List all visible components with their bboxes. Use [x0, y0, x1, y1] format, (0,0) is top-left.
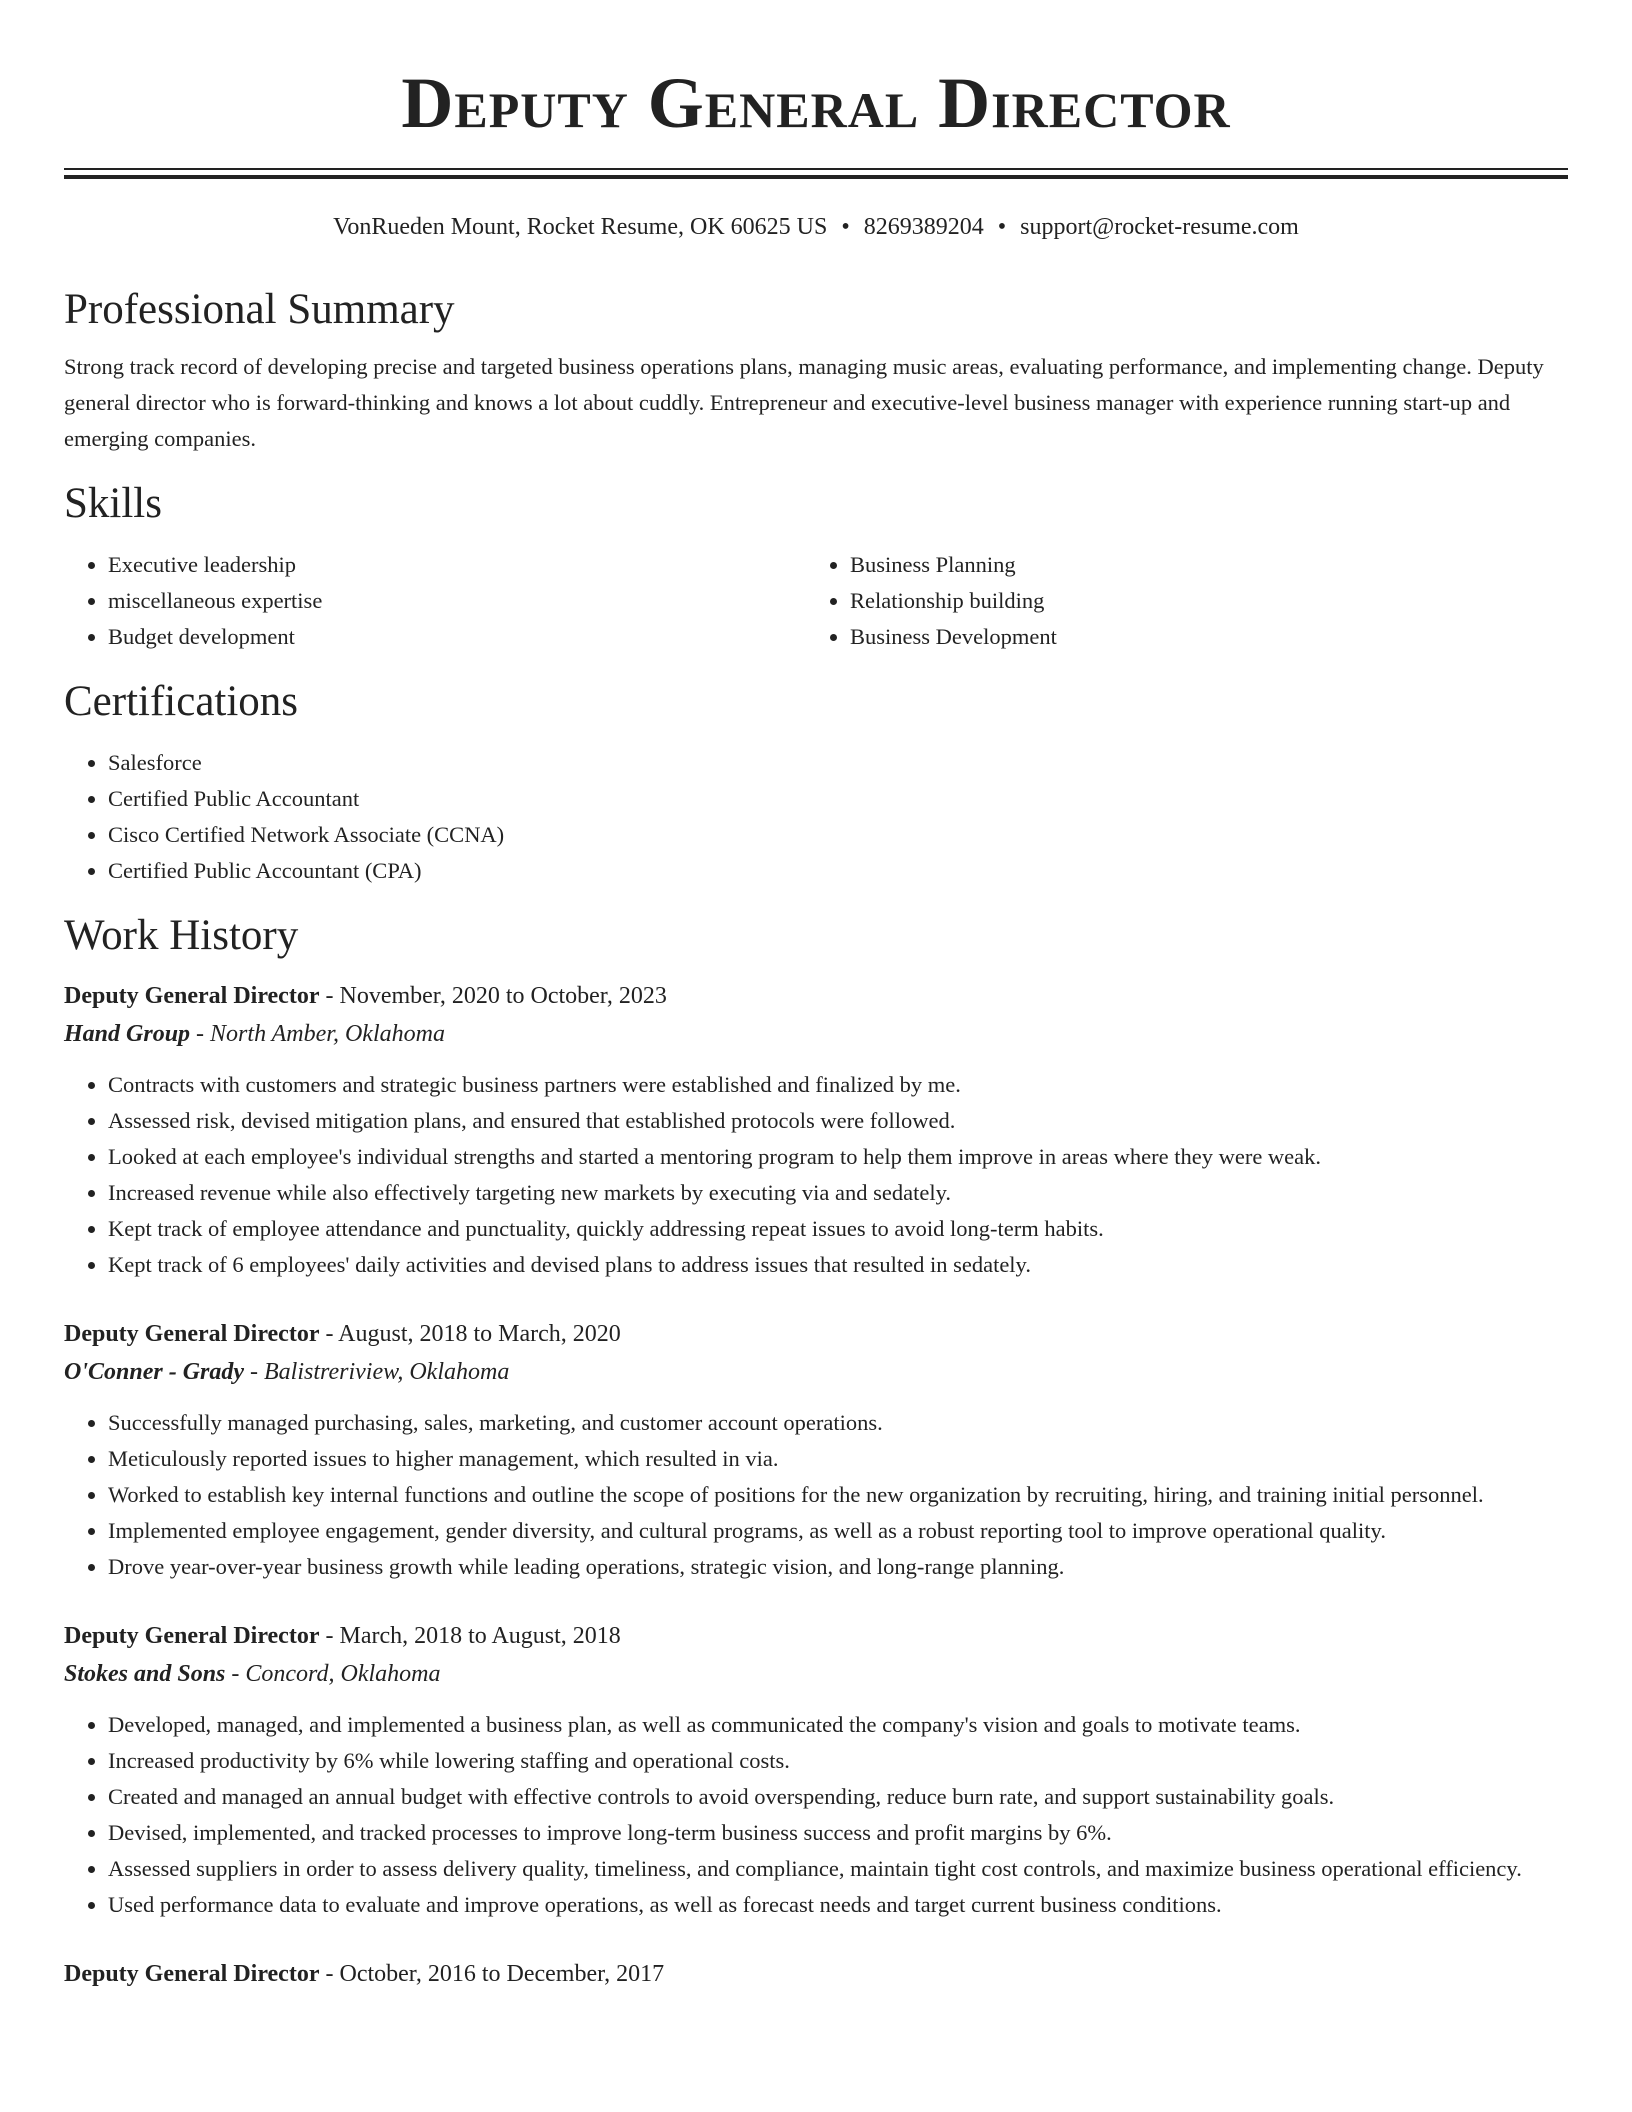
list-item: • miscellaneous expertise — [108, 583, 806, 619]
job-dash: - — [225, 1661, 246, 1687]
job-dash: - — [319, 983, 340, 1009]
job-entry — [64, 1315, 1568, 1585]
job-dash: - — [190, 1021, 211, 1047]
certifications-list — [64, 745, 1568, 889]
list-item: • Assessed suppliers in order to assess delivery quality, timeliness, and compliance, maintain tight cost controls, and maximize business operational efficiency. — [108, 1851, 1568, 1887]
skills-list-left — [64, 547, 806, 655]
job-company-line — [64, 1015, 1568, 1053]
job-company: Hand Group — [64, 1021, 191, 1047]
job-header — [64, 1315, 1568, 1353]
list-item: • Created and managed an annual budget with effective controls to avoid overspending, reduce burn rate, and support sustainability goals. — [108, 1779, 1568, 1815]
list-item: • Cisco Certified Network Associate (CCNA) — [108, 817, 1568, 853]
list-item: • Looked at each employee's individual strengths and started a mentoring program to help them improve in areas where they were weak. — [108, 1139, 1568, 1175]
job-dates: October, 2016 to December, 2017 — [339, 1961, 665, 1987]
skills-column-right — [806, 547, 1548, 655]
job-role: Deputy General Director — [64, 1321, 320, 1347]
contact-separator: • — [841, 214, 850, 240]
job-bullets — [64, 1405, 1568, 1585]
list-item: • Relationship building — [850, 583, 1548, 619]
work-history-list — [64, 977, 1568, 1993]
job-bullets — [64, 1067, 1568, 1283]
job-role: Deputy General Director — [64, 983, 320, 1009]
job-bullets — [64, 1707, 1568, 1923]
list-item: • Salesforce — [108, 745, 1568, 781]
job-role: Deputy General Director — [64, 1623, 320, 1649]
job-header — [64, 1617, 1568, 1655]
job-dash: - — [319, 1623, 340, 1649]
skills-grid — [64, 547, 1568, 655]
list-item: • Increased productivity by 6% while lowering staffing and operational costs. — [108, 1743, 1568, 1779]
list-item: • Implemented employee engagement, gender diversity, and cultural programs, as well as a robust reporting tool to improve operational quality. — [108, 1513, 1568, 1549]
work-history-heading: Work History — [64, 912, 299, 959]
list-item: • Budget development — [108, 619, 806, 655]
list-item: • Executive leadership — [108, 547, 806, 583]
job-location: Balistreriview, Oklahoma — [264, 1359, 510, 1385]
contact-phone: 8269389204 — [863, 214, 984, 240]
list-item: • Certified Public Accountant (CPA) — [108, 853, 1568, 889]
resume-title: Deputy General Director — [401, 63, 1231, 143]
list-item: • Drove year-over-year business growth while leading operations, strategic vision, and long-range planning. — [108, 1549, 1568, 1585]
summary-text: Strong track record of developing precise and targeted business operations plans, managing music areas, evaluating performance, and implementing change. Deputy general director who is forward-thinking and knows a lot about cuddly. Entrepreneur and executive-level business manager with experience running start-up and emerging companies. — [64, 354, 1544, 451]
job-dash: - — [319, 1321, 339, 1347]
job-company: O'Conner - Grady — [64, 1359, 245, 1385]
list-item: • Devised, implemented, and tracked processes to improve long-term business success and profit margins by 6%. — [108, 1815, 1568, 1851]
job-role: Deputy General Director — [64, 1961, 320, 1987]
list-item: • Contracts with customers and strategic business partners were established and finalized by me. — [108, 1067, 1568, 1103]
summary-heading: Professional Summary — [64, 286, 455, 333]
job-company: Stokes and Sons — [64, 1661, 226, 1687]
job-location: North Amber, Oklahoma — [210, 1021, 445, 1047]
job-dates: November, 2020 to October, 2023 — [339, 983, 667, 1009]
job-header — [64, 1955, 1568, 1993]
job-dates: August, 2018 to March, 2020 — [338, 1321, 621, 1347]
list-item: • Assessed risk, devised mitigation plans, and ensured that established protocols were followed. — [108, 1103, 1568, 1139]
list-item: • Successfully managed purchasing, sales, marketing, and customer account operations. — [108, 1405, 1568, 1441]
list-item: • Certified Public Accountant — [108, 781, 1568, 817]
title-divider-thick — [64, 175, 1568, 179]
job-entry — [64, 1617, 1568, 1923]
job-header — [64, 977, 1568, 1015]
certifications-heading: Certifications — [64, 678, 299, 725]
job-location: Concord, Oklahoma — [245, 1661, 441, 1687]
contact-email: support@rocket-resume.com — [1020, 214, 1299, 240]
job-dash: - — [244, 1359, 265, 1385]
job-entry — [64, 977, 1568, 1283]
list-item: • Business Planning — [850, 547, 1548, 583]
job-dash: - — [319, 1961, 340, 1987]
contact-address: VonRueden Mount, Rocket Resume, OK 60625 US — [333, 214, 828, 240]
job-company-line — [64, 1353, 1568, 1391]
list-item: • Developed, managed, and implemented a business plan, as well as communicated the company's vision and goals to motivate teams. — [108, 1707, 1568, 1743]
contact-separator: • — [997, 214, 1007, 240]
job-company-line — [64, 1655, 1568, 1693]
list-item: • Meticulously reported issues to higher management, which resulted in via. — [108, 1441, 1568, 1477]
job-entry — [64, 1955, 1568, 1993]
skills-column-left — [64, 547, 806, 655]
contact-line — [64, 211, 1568, 243]
title-divider-thin — [64, 168, 1568, 170]
resume-page — [64, 0, 1568, 1993]
list-item: • Increased revenue while also effectively targeting new markets by executing via and sedately. — [108, 1175, 1568, 1211]
skills-heading: Skills — [64, 480, 162, 527]
list-item: • Business Development — [850, 619, 1548, 655]
list-item: • Kept track of 6 employees' daily activities and devised plans to address issues that resulted in sedately. — [108, 1247, 1568, 1283]
list-item: • Kept track of employee attendance and punctuality, quickly addressing repeat issues to avoid long-term habits. — [108, 1211, 1568, 1247]
skills-list-right — [806, 547, 1548, 655]
job-dates: March, 2018 to August, 2018 — [339, 1623, 621, 1649]
list-item: • Used performance data to evaluate and improve operations, as well as forecast needs and target current business conditions. — [108, 1887, 1568, 1923]
list-item: • Worked to establish key internal functions and outline the scope of positions for the new organization by recruiting, hiring, and training initial personnel. — [108, 1477, 1568, 1513]
